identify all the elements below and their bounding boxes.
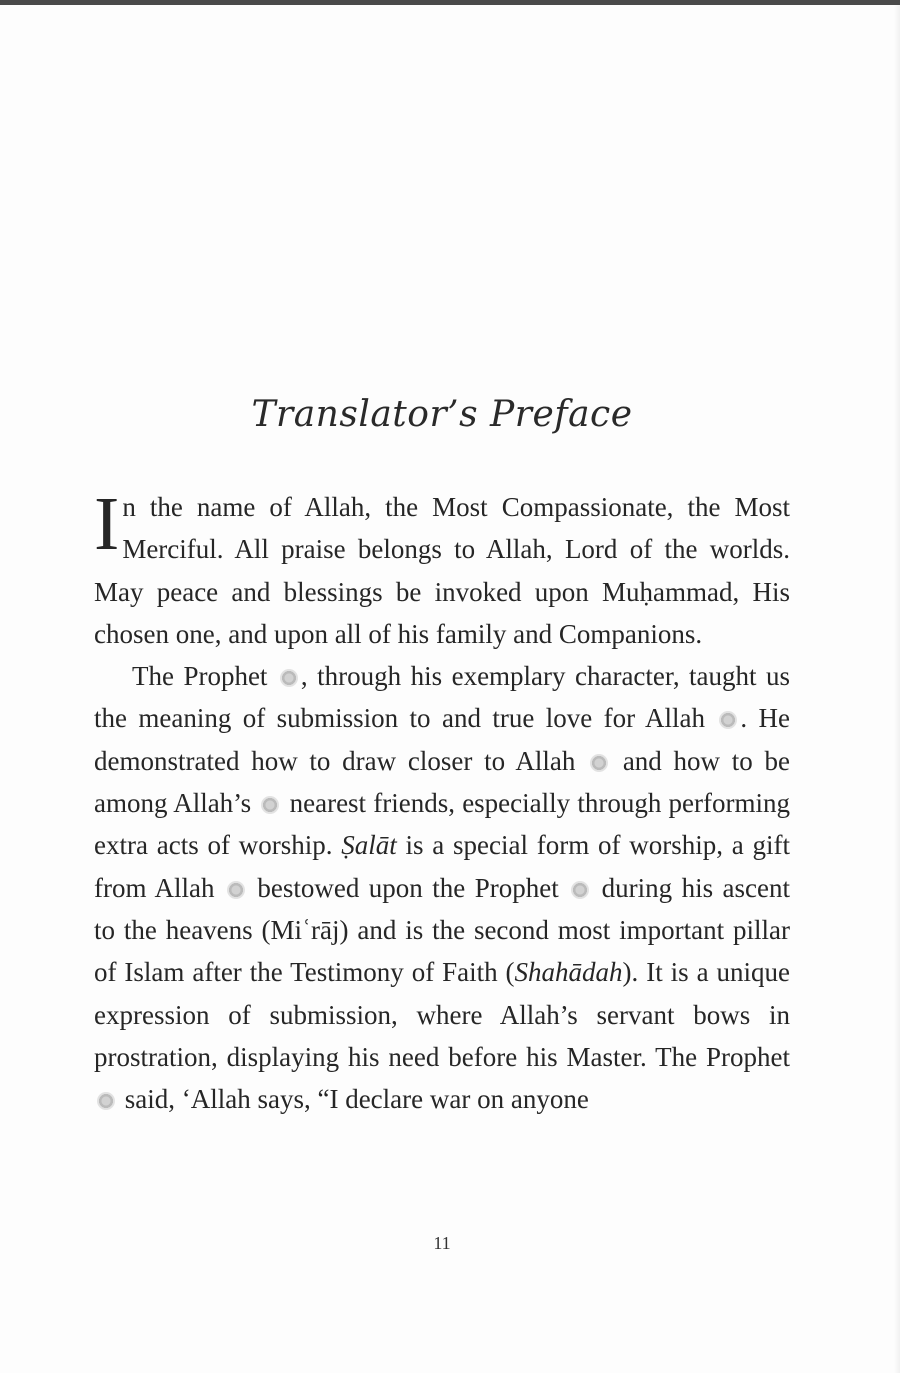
honorific-icon — [571, 881, 589, 899]
honorific-icon — [280, 669, 298, 687]
text-run: said, ‘Allah says, “I declare war on anyone — [118, 1084, 589, 1115]
honorific-icon — [97, 1092, 115, 1110]
text-run: bestowed upon the Prophet — [247, 872, 569, 903]
text-run: n the name of Allah, the Most Compassionate, the Most Merciful. All praise belongs to Allah, Lord of the worlds. May peace and blessings be invoked upon Muḥammad, His chosen one, and upon all of his family and Companions. — [94, 492, 790, 649]
body-text — [94, 482, 791, 1120]
page-edge-shadow — [894, 5, 900, 1373]
page-number: 11 — [433, 1233, 451, 1253]
text-run: The Prophet — [132, 661, 277, 692]
book-page — [94, 0, 790, 1373]
text-run: nearest friends, especially through performing extra acts of worship. — [94, 788, 790, 861]
text-run: . He demonstrated how to draw closer to Allah — [94, 703, 791, 776]
paragraph — [94, 655, 790, 1120]
text-run: ). It is a unique expression of submission, where Allah’s servant bows in prostration, displaying his need before his Master. The Prophet — [94, 957, 790, 1072]
honorific-icon — [590, 754, 608, 772]
text-run: , through his exemplary character, taught us the meaning of submission to and true love for Allah — [94, 661, 790, 734]
honorific-icon — [227, 881, 245, 899]
italic-term: Shahādah — [514, 957, 623, 988]
text-run: during his ascent to the heavens (Miʿrāj) and is the second most important pillar of Islam after the Testimony of Faith ( — [94, 872, 790, 988]
chapter-title: Translator’s Preface — [251, 394, 633, 435]
drop-cap: I — [94, 482, 120, 566]
text-run: and how to be among Allah’s — [94, 745, 791, 819]
honorific-icon — [261, 796, 279, 814]
italic-term: Ṣalāt — [341, 830, 397, 861]
honorific-icon — [719, 711, 737, 729]
paragraph — [94, 482, 790, 655]
text-run: is a special form of worship, a gift from Allah — [94, 830, 790, 903]
